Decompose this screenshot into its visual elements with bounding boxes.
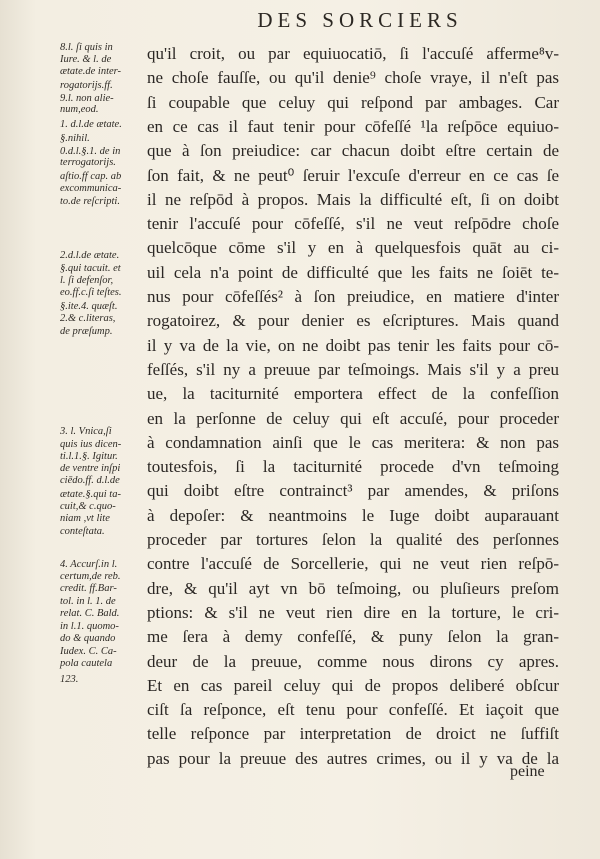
text-line: quelcōque cōme s'il y en à quelquesfois quāt au ci- <box>147 238 559 257</box>
text-line: deur de la preuue, comme nous dirons cy apres. <box>147 652 559 671</box>
margin-note: 0.d.l.§.1. de in <box>60 146 121 157</box>
text-line: il ne reſpōd à propos. Mais la difficulté eſt, ſi on doibt <box>147 190 559 209</box>
margin-note: credit. ff.Bar- <box>60 583 117 594</box>
margin-note: aſtio.ff cap. ab <box>60 171 122 182</box>
text-line: ptions: & s'il ne veut rien dire en la torture, le cri- <box>147 603 559 622</box>
margin-note: conteſtata. <box>60 526 105 537</box>
margin-note: tol. in l. 1. de <box>60 596 116 607</box>
margin-note: 2.& c.literas, <box>60 313 116 324</box>
margin-note: de præſump. <box>60 326 113 337</box>
margin-note: 3. l. Vnica,ſi <box>60 426 112 437</box>
margin-note: in l.1. quomo- <box>60 621 119 632</box>
text-line: il y va de la vie, on ne doibt pas tenir les faits pour cō- <box>147 336 559 355</box>
text-line: ne choſe fauſſe, ou qu'il denie⁹ choſe vraye, il n'eſt pas <box>147 68 559 87</box>
text-line: feſſés, s'il ny a preuue par teſmoings. Mais s'il y a preu <box>147 360 559 379</box>
margin-note: 2.d.l.de ætate. <box>60 250 120 261</box>
text-line: uil cela n'a point de difficulté que les faits ne ſoiēt te- <box>147 263 559 282</box>
text-line: ſi coupable que celuy qui reſpond par ambages. Car <box>147 93 559 112</box>
margin-note: ætate.de inter- <box>60 66 122 77</box>
margin-note: §.qui tacuit. et <box>60 263 121 274</box>
text-line: que à ſon preiudice: car chacun doibt eſtre certain de <box>147 141 559 160</box>
margin-note: 4. Accurſ.in l. <box>60 559 118 570</box>
margin-note: num,eod. <box>60 104 99 115</box>
text-line: Et en cas pareil celuy qui de propos deliberé obſcur <box>147 676 559 695</box>
margin-note: §.nihil. <box>60 133 90 144</box>
text-line: telle reſponce par interpretation de droict ne ſuffiſt <box>147 724 559 743</box>
text-line: contre l'accuſé de Sorcellerie, qui ne veut rien reſpō- <box>147 554 559 573</box>
text-line: nus pour cōfeſſés² à ſon preiudice, en matiere d'inter <box>147 287 559 306</box>
text-line: qui doibt eſtre contrainct³ par amendes, & priſons <box>147 481 559 500</box>
margin-note: pola cautela <box>60 658 113 669</box>
running-header-title: DES SORCIERS <box>257 8 463 32</box>
margin-note: certum,de reb. <box>60 571 121 582</box>
margin-note: 9.l. non alie- <box>60 93 114 104</box>
margin-note: Iudex. C. Ca- <box>60 646 117 657</box>
running-header <box>0 8 600 33</box>
margin-note: quis ius dicen- <box>60 439 122 450</box>
text-line: ſon fait, & ne peut⁰ ſeruir l'excuſe d'erreur en ce cas ſe <box>147 166 559 185</box>
text-line: à condamnation ainſi que le cas meritera: & non pas <box>147 433 559 452</box>
text-line: à depoſer: & neantmoins le Iuge doibt auparauant <box>147 506 559 525</box>
text-line: qu'il croit, ou par equiuocatiō, ſi l'accuſé afferme⁸v- <box>147 44 559 63</box>
margin-note: rogatorijs.ff. <box>60 80 113 91</box>
text-line: en ce cas il faut tenir pour cōfeſſé ¹la reſpōce equiuo- <box>147 117 559 136</box>
margin-note: 1. d.l.de ætate. <box>60 119 122 130</box>
margin-note: ætate.§.qui ta- <box>60 489 121 500</box>
margin-note: niam ,vt lite <box>60 513 110 524</box>
margin-note: 8.l. ſi quis in <box>60 42 113 53</box>
text-line: toutesfois, ſi la taciturnité procede d'vn teſmoing <box>147 457 559 476</box>
margin-note: cuit,& c.quo- <box>60 501 116 512</box>
margin-note: ciēdo.ff. d.l.de <box>60 475 120 486</box>
margin-note: do & quando <box>60 633 116 644</box>
text-line: tenir l'accuſé pour cōfeſſé, s'il ne veut reſpōdre choſe <box>147 214 559 233</box>
margin-note: relat. C. Bald. <box>60 608 120 619</box>
margin-note: eo.ff.c.ſi teſtes. <box>60 287 122 298</box>
margin-note: 123. <box>60 674 79 685</box>
catchword: peine <box>510 763 545 780</box>
text-line: rogatoirez, & pour denier es eſcriptures. Mais quand <box>147 311 559 330</box>
text-line: ue, la taciturnité emportera effect de la confeſſion <box>147 384 559 403</box>
margin-note: de ventre inſpi <box>60 463 121 474</box>
margin-note: to.de reſcripti. <box>60 196 120 207</box>
text-line: proceder par tortures ſelon la qualité des perſonnes <box>147 530 559 549</box>
margin-note: terrogatorijs. <box>60 157 116 168</box>
margin-note: excommunica- <box>60 183 122 194</box>
text-line: pas pour la preuue des autres crimes, ou il y va de la <box>147 749 559 768</box>
text-line: dre, & qu'il ayt vn bō teſmoing, ou pluſieurs preſom <box>147 579 559 598</box>
text-line: ciſt ſa reſponce, eſt tenu pour confeſſé. Et iaçoit que <box>147 700 559 719</box>
margin-note: Iure. & l. de <box>60 54 112 65</box>
margin-note: §.ite.4. quæſt. <box>60 301 118 312</box>
text-line: en la perſonne de celuy qui eſt accuſé, pour proceder <box>147 409 559 428</box>
margin-note: l. ſi defenſor, <box>60 275 114 286</box>
margin-note: ti.l.1.§. Igitur. <box>60 451 118 462</box>
text-line: me ſera à demy confeſſé, & puny ſelon la gran- <box>147 627 559 646</box>
